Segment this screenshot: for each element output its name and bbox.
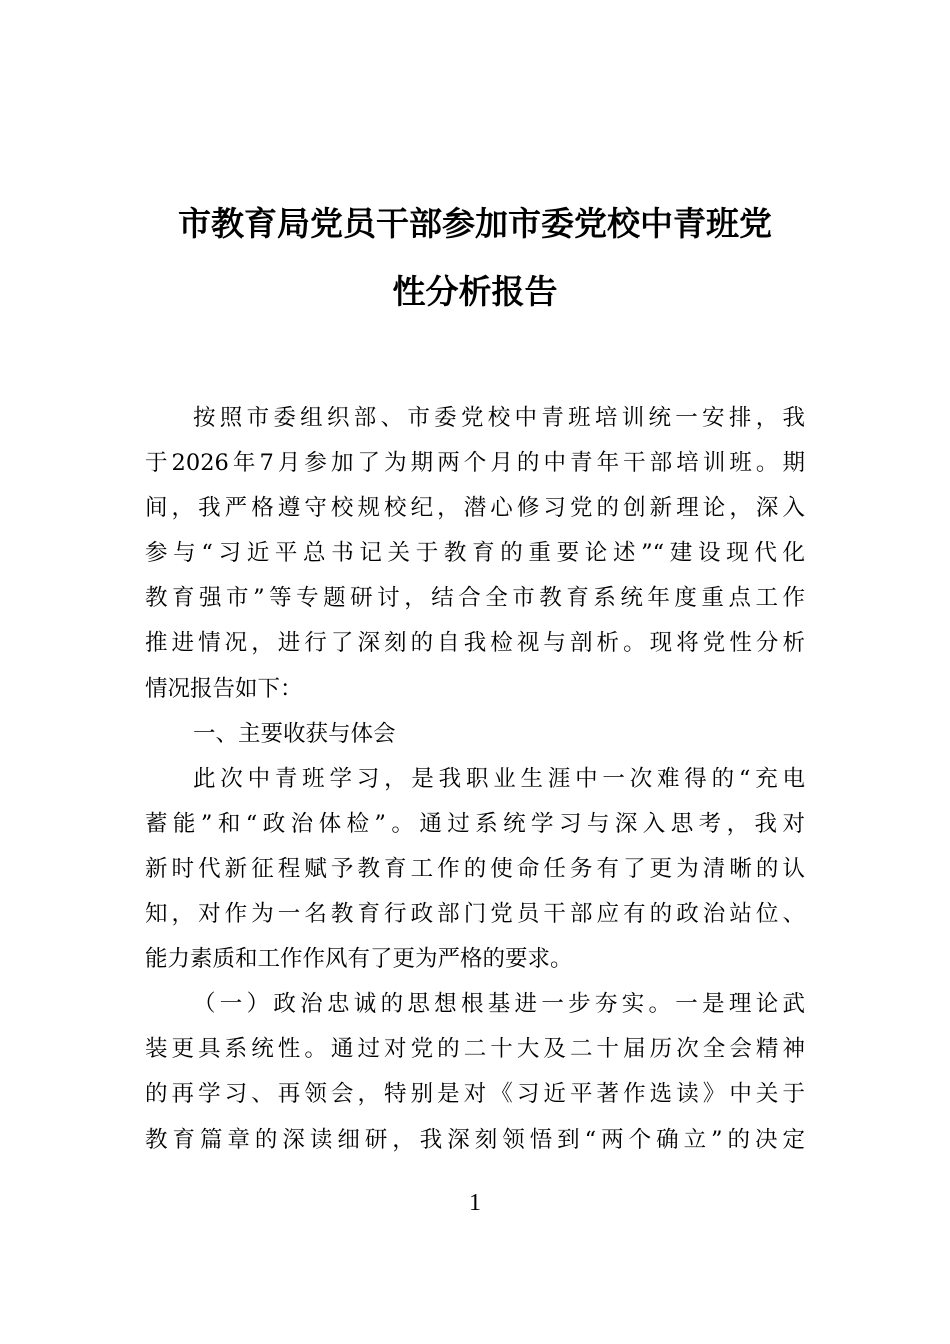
heading-line: 一、主要收获与体会 xyxy=(193,720,396,747)
text-line: 参与“习近平总书记关于教育的重要论述”“建设现代化 xyxy=(145,540,805,567)
text-line: 情况报告如下： xyxy=(145,675,303,702)
paragraph-gains xyxy=(145,757,805,982)
title-line: 性分析报告 xyxy=(392,272,558,311)
paragraph-intro xyxy=(145,396,805,712)
text-line: 装更具系统性。通过对党的二十大及二十届历次全会精神 xyxy=(145,1036,805,1063)
text-line: 教育强市”等专题研讨，结合全市教育系统年度重点工作 xyxy=(145,585,805,612)
text-line: 的再学习、再领会，特别是对《习近平著作选读》中关于 xyxy=(145,1081,805,1108)
document-title xyxy=(145,190,805,326)
text-line: 此次中青班学习，是我职业生涯中一次难得的“充电 xyxy=(193,765,805,792)
text-line: 间，我严格遵守校规校纪，潜心修习党的创新理论，深入 xyxy=(145,495,805,522)
section-heading xyxy=(145,712,805,757)
text-line: 新时代新征程赋予教育工作的使命任务有了更为清晰的认 xyxy=(145,855,805,882)
text-line: 蓄能”和“政治体检”。通过系统学习与深入思考，我对 xyxy=(145,810,805,837)
text-line: 教育篇章的深读细研，我深刻领悟到“两个确立”的决定 xyxy=(145,1126,805,1153)
text-line: 知，对作为一名教育行政部门党员干部应有的政治站位、 xyxy=(145,901,805,928)
paragraph-political-loyalty xyxy=(145,982,805,1162)
text-line: 能力素质和工作作风有了更为严格的要求。 xyxy=(145,946,573,973)
text-line: 于2026年7月参加了为期两个月的中青年干部培训班。期 xyxy=(145,450,805,477)
title-line: 市教育局党员干部参加市委党校中青班党 xyxy=(178,204,772,243)
text-line: 按照市委组织部、市委党校中青班培训统一安排，我 xyxy=(193,405,805,431)
document-body xyxy=(145,396,805,1163)
page-number: 1 xyxy=(469,1190,481,1216)
text-line: （一）政治忠诚的思想根基进一步夯实。一是理论武 xyxy=(193,991,805,1018)
text-line: 推进情况，进行了深刻的自我检视与剖析。现将党性分析 xyxy=(145,630,805,657)
